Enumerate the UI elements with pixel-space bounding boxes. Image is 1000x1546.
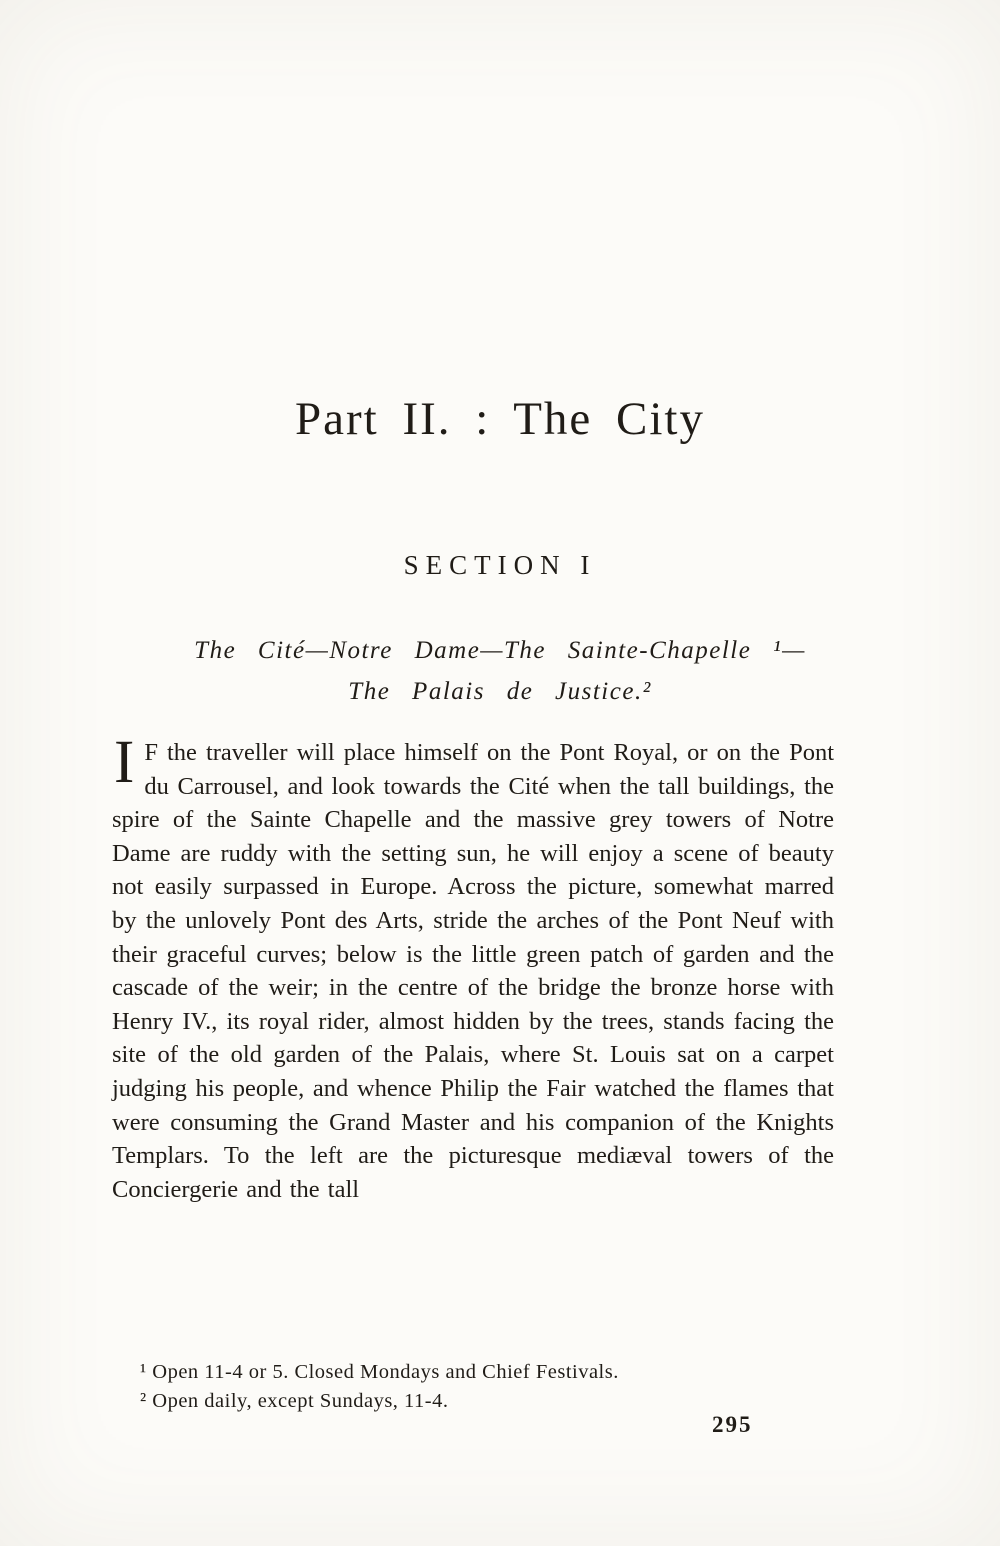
footnotes (140, 1358, 860, 1416)
subtitle-line-1: The Cité—Notre Dame—The Sainte-Chapelle ¹— (194, 637, 806, 664)
subtitle-line-2: The Palais de Justice.² (348, 678, 652, 705)
part-title: Part II. : The City (294, 393, 705, 445)
page-number: 295 (712, 1412, 753, 1437)
chapter-subtitle (0, 630, 1000, 712)
paragraph-text: F the traveller will place himself on the Pont Royal, or on the Pont du Carrousel, and look towards the Cité when the tall buildings, the spire of the Sainte Chapelle and the massive grey towers of Notre Dame are ruddy with the setting sun, he will enjoy a scene of beauty not easily surpassed in Europe. Across the picture, somewhat marred by the unlovely Pont des Arts, stride the arches of the Pont Neuf with their graceful curves; below is the little green patch of garden and the cascade of the weir; in the centre of the bridge the bronze horse with Henry IV., its royal rider, almost hidden by the trees, stands facing the site of the old garden of the Palais, where St. Louis sat on a carpet judging his people, and whence Philip the Fair watched the flames that were consuming the Grand Master and his companion of the Knights Templars. To the left are the picturesque mediæval towers of the Conciergerie and the tall (112, 739, 834, 1203)
footnote-2: ² Open daily, except Sundays, 11-4. (140, 1390, 449, 1412)
drop-cap-initial: I (114, 729, 135, 796)
footnote-1: ¹ Open 11-4 or 5. Closed Mondays and Chief Festivals. (140, 1361, 619, 1383)
body-paragraph (112, 729, 834, 1206)
section-heading: SECTION I (403, 550, 597, 580)
